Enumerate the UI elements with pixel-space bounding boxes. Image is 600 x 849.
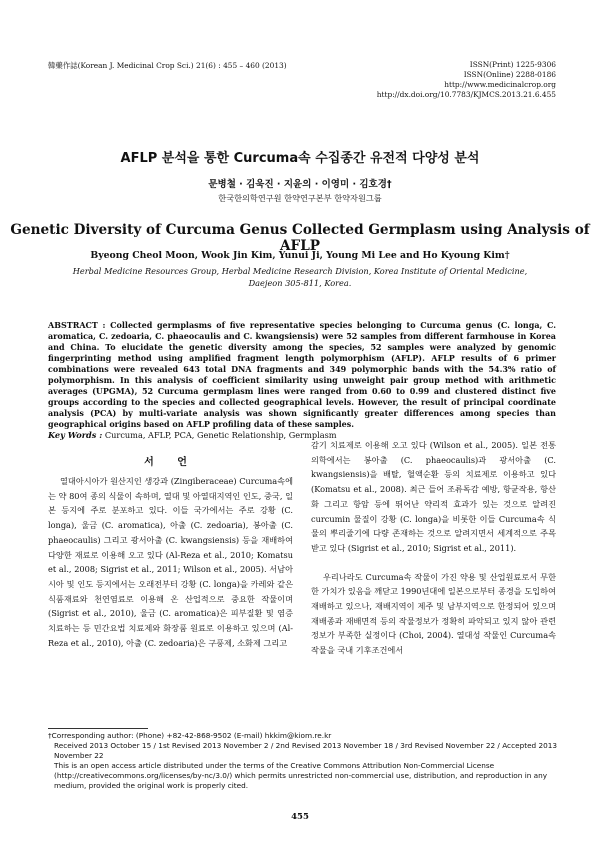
journal-identifiers <box>377 60 556 100</box>
body-paragraph: 감기 치료제로 이용해 오고 있다 (Wilson et al., 2005). 일본 전통의학에서는 봉아출 (C. phaeocaulis)과 광서아출 (C. kwangsiensis)을 배탈, 혈액순환 등의 치료제로 이용하고 있다 (Komatsu et al., 2008). 최근 들어 조류독감 예방, 항균작용, 항산화 그리고 항암 등에 뛰어난 약리적 효과가 있는 것으로 알려진 curcumin 물질이 강황 (C. longa)을 비롯한 이들 Curcuma속 식물의 뿌리줄기에 다량 존재하는 것으로 알려지면서 세계적으로 주목받고 있다 (Sigrist et al., 2010; Sigrist et al., 2011). <box>311 440 556 553</box>
doi-link: http://dx.doi.org/10.7783/KJMCS.2013.21.6.455 <box>376 90 556 99</box>
journal-website: http://www.medicinalcrop.org <box>444 80 556 89</box>
keywords-text: Curcuma, AFLP, PCA, Genetic Relationship, Germplasm <box>102 430 337 440</box>
korean-affiliation: 한국한의학연구원 한약연구본부 한약자원그룹 <box>218 193 382 203</box>
keywords-label: Key Words : <box>48 430 103 440</box>
issn-online: ISSN(Online) 2288-0186 <box>463 70 556 79</box>
footnote-divider <box>48 728 148 729</box>
body-column-right <box>311 438 556 658</box>
english-affiliation: Herbal Medicine Resources Group, Herbal Medicine Research Division, Korea Institute of Oriental Medicine, Daejeon 305-811, Korea. <box>72 266 528 288</box>
issn-print: ISSN(Print) 1225-9306 <box>469 60 556 69</box>
body-column-left <box>48 474 293 650</box>
body-paragraph: 우리나라도 Curcuma속 작물이 가진 약용 및 산업원료로서 무한한 가치가 있음을 깨닫고 1990년대에 일본으로부터 종경을 도입하여 재배하고 있으나, 재배지역이 제주 및 남부지역으로 한정되어 있으며 재배종과 재배면적 등의 작물정보가 정확히 파악되고 있지 않아 관련 정보가 부족한 실정이다 (Choi, 2004). 열대성 작물인 Curcuma속 작물을 국내 기후조건에서 <box>311 571 556 656</box>
english-title: Genetic Diversity of Curcuma Genus Collected Germplasm using Analysis of AFLP <box>10 222 590 254</box>
footnote <box>48 731 558 791</box>
journal-citation: 韓藥作誌(Korean J. Medicinal Crop Sci.) 21(6) : 455 – 460 (2013) <box>48 61 287 70</box>
korean-authors: 문병철 · 김욱진 · 지윤의 · 이영미 · 김호경† <box>208 179 392 190</box>
received-dates: Received 2013 October 15 / 1st Revised 2013 November 2 / 2nd Revised 2013 November 18 / 3rd Revised November 22 / Accepted 2013 November 22 <box>54 741 558 760</box>
page-number: 455 <box>291 812 309 822</box>
english-authors: Byeong Cheol Moon, Wook Jin Kim, Yunui Ji, Young Mi Lee and Ho Kyoung Kim† <box>90 250 510 261</box>
korean-title: AFLP 분석을 통한 Curcuma속 수집종간 유전적 다양성 분석 <box>120 151 480 166</box>
corresponding-author: †Corresponding author: (Phone) +82-42-868-9502 (E-mail) hkkim@kiom.re.kr <box>48 731 332 740</box>
license-note: This is an open access article distributed under the terms of the Creative Commons Attribution Non-Commercial License (http://creativecommons.org/licenses/by-nc/3.0/) which permits unrestricted non-commercial use, distribution, and reproduction in any medium, provided the original work is properly cited. <box>54 761 548 790</box>
body-paragraph: 열대아시아가 원산지인 생강과 (Zingiberaceae) Curcuma속에는 약 80여 종의 식물이 속하며, 열대 및 아열대지역인 인도, 중국, 일본 등지에 주로 분포하고 있다. 이들 국가에서는 주로 강황 (C. longa), 울금 (C. aromatica), 아출 (C. zedoaria), 봉아출 (C. phaeocaulis) 그리고 광서아출 (C. kwangsiensis) 등을 재배하여 다양한 재료로 이용해 오고 있다 (Al-Reza et al., 2010; Komatsu et al., 2008; Sigrist et al., 2011; Wilson et al., 2005). 서남아시아 및 인도 등지에서는 오래전부터 강황 (C. longa)을 카레와 같은 식품재료와 천연염료로 이용해 온 산업적으로 중요한 작물이며 (Sigrist et al., 2010), 울금 (C. aromatica)은 피부질환 및 염증 치료하는 등 민간요법 치료제와 화장품 원료로 이용하고 있으며 (Al-Reza et al., 2010), 아출 (C. zedoaria)은 구풍제, 소화제 그리고 <box>48 476 293 648</box>
section-title-introduction: 서 언 <box>144 457 197 468</box>
abstract: ABSTRACT : Collected germplasms of five representative species belonging to Curcuma genus (C. longa, C. aromatica, C. zedoaria, C. phaeocaulis and C. kwangsiensis) were 52 samples from different farmhouse in Korea and China. To elucidate the genetic diversity among the species, 52 samples were analyzed by genomic fingerprinting method using amplified fragment length polymorphism (AFLP). AFLP results of 6 primer combinations were revealed 643 total DNA fragments and 349 polymorphic bands with the 54.3% ratio of polymorphism. In this analysis of coefficient similarity using unweight pair group method with arithmetic averages (UPGMA), 52 Curcuma germplasm lines were ranged from 0.60 to 0.99 and clustered distinct five groups according to the species and collected geographical levels. However, the result of principal coordinate analysis (PCA) by multi-variate analysis was shown significantly greater differences among species than geographical origins based on AFLP profiling data of these samples. <box>48 320 556 429</box>
